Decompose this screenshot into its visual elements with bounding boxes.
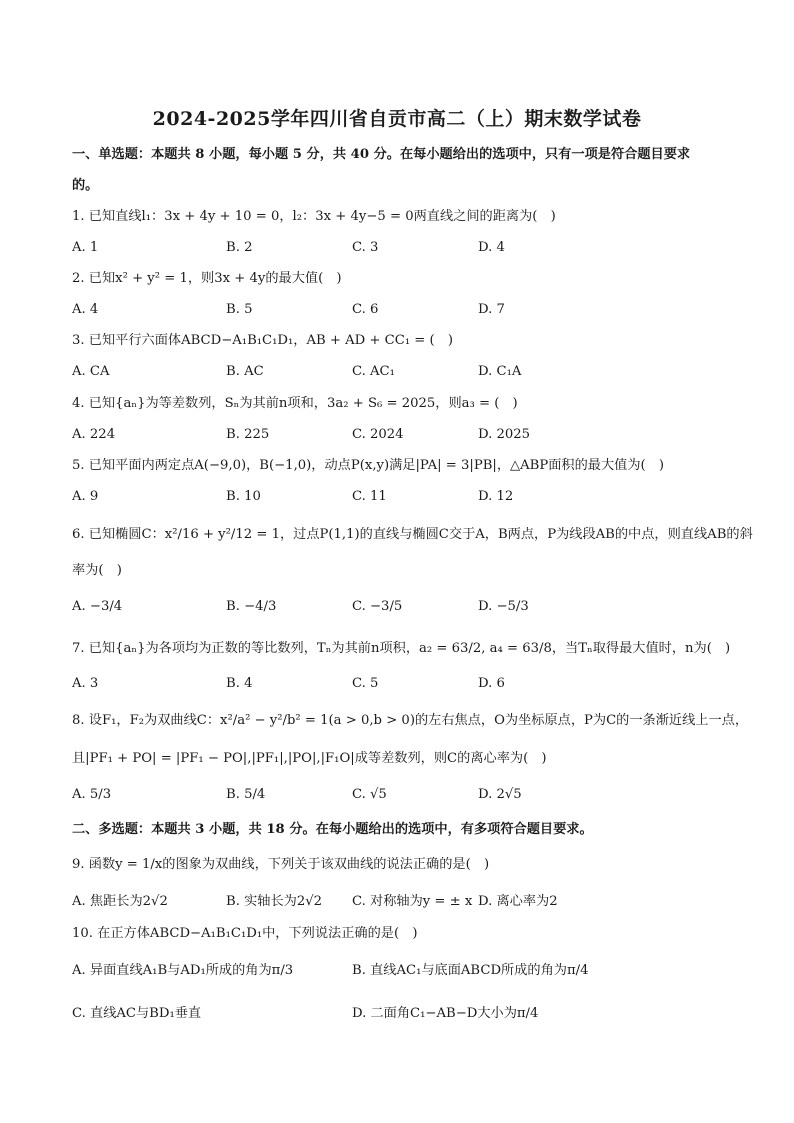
q2-option-a[interactable]: A. 4 xyxy=(72,302,99,317)
q7-option-a[interactable]: A. 3 xyxy=(72,676,99,691)
section-heading-cont: 的。 xyxy=(72,178,99,193)
q2-option-c[interactable]: C. 6 xyxy=(352,302,379,317)
question-3-stem: 3. 已知平行六面体ABCD−A₁B₁C₁D₁，AB + AD + CC₁ = ( ) xyxy=(72,333,454,348)
q8-option-d[interactable]: D. 2√5 xyxy=(478,787,522,802)
q3-option-d[interactable]: D. C₁A xyxy=(478,364,522,379)
q4-option-a[interactable]: A. 224 xyxy=(72,427,116,442)
question-8-stem-cont: 且|PF₁ + PO| = |PF₁ − PO|,|PF₁|,|PO|,|F₁O|成等差数列，则C的离心率为( ) xyxy=(72,751,547,766)
q8-option-c[interactable]: C. √5 xyxy=(352,787,387,802)
q10-option-d[interactable]: D. 二面角C₁−AB−D大小为π/4 xyxy=(352,1006,539,1021)
q1-option-b[interactable]: B. 2 xyxy=(226,240,253,255)
question-1-stem: 1. 已知直线l₁：3x + 4y + 10 = 0，l₂：3x + 4y−5 = 0两直线之间的距离为( ) xyxy=(72,209,556,224)
section-heading-multiple-choice: 二、多选题：本题共 3 小题，共 18 分。在每小题给出的选项中，有多项符合题目要求。 xyxy=(72,822,593,837)
page-title: 2024-2025学年四川省自贡市高二（上）期末数学试卷 xyxy=(152,108,642,130)
question-4-stem: 4. 已知{aₙ}为等差数列，Sₙ为其前n项和，3a₂ + S₆ = 2025，则a₃ = ( ) xyxy=(72,396,518,411)
q6-option-a[interactable]: A. −3/4 xyxy=(72,599,123,614)
question-5-stem: 5. 已知平面内两定点A(−9,0)，B(−1,0)，动点P(x,y)满足|PA| = 3|PB|，△ABP面积的最大值为( ) xyxy=(72,458,665,473)
q10-option-a[interactable]: A. 异面直线A₁B与AD₁所成的角为π/3 xyxy=(72,963,294,978)
q5-option-a[interactable]: A. 9 xyxy=(72,489,99,504)
q7-option-c[interactable]: C. 5 xyxy=(352,676,379,691)
q8-option-a[interactable]: A. 5/3 xyxy=(72,787,112,802)
question-6-stem: 6. 已知椭圆C：x²/16 + y²/12 = 1，过点P(1,1)的直线与椭圆C交于A，B两点，P为线段AB的中点，则直线AB的斜 xyxy=(72,527,753,542)
q10-option-b[interactable]: B. 直线AC₁与底面ABCD所成的角为π/4 xyxy=(352,963,589,978)
q9-option-c[interactable]: C. 对称轴为y = ± x xyxy=(352,894,473,909)
q1-option-d[interactable]: D. 4 xyxy=(478,240,505,255)
q9-option-b[interactable]: B. 实轴长为2√2 xyxy=(226,894,323,909)
question-10-stem: 10. 在正方体ABCD−A₁B₁C₁D₁中，下列说法正确的是( ) xyxy=(72,926,418,941)
q9-option-a[interactable]: A. 焦距长为2√2 xyxy=(72,894,168,909)
section-heading-single-choice: 一、单选题：本题共 8 小题，每小题 5 分，共 40 分。在每小题给出的选项中，只有一项是符合题目要求 xyxy=(72,147,691,162)
q5-option-c[interactable]: C. 11 xyxy=(352,489,387,504)
q2-option-b[interactable]: B. 5 xyxy=(226,302,253,317)
question-7-stem: 7. 已知{aₙ}为各项均为正数的等比数列，Tₙ为其前n项积，a₂ = 63/2, a₄ = 63/8，当Tₙ取得最大值时，n为( ) xyxy=(72,641,731,656)
question-6-stem-cont: 率为( ) xyxy=(72,563,122,578)
q1-option-a[interactable]: A. 1 xyxy=(72,240,99,255)
question-2-stem: 2. 已知x² + y² = 1，则3x + 4y的最大值( ) xyxy=(72,271,342,286)
q4-option-c[interactable]: C. 2024 xyxy=(352,427,404,442)
question-9-stem: 9. 函数y = 1/x的图象为双曲线，下列关于该双曲线的说法正确的是( ) xyxy=(72,857,490,872)
q4-option-d[interactable]: D. 2025 xyxy=(478,427,531,442)
q3-option-c[interactable]: C. AC₁ xyxy=(352,364,395,379)
q5-option-d[interactable]: D. 12 xyxy=(478,489,514,504)
q7-option-d[interactable]: D. 6 xyxy=(478,676,505,691)
q3-option-a[interactable]: A. CA xyxy=(72,364,110,379)
q5-option-b[interactable]: B. 10 xyxy=(226,489,261,504)
q2-option-d[interactable]: D. 7 xyxy=(478,302,505,317)
q6-option-c[interactable]: C. −3/5 xyxy=(352,599,403,614)
q10-option-c[interactable]: C. 直线AC与BD₁垂直 xyxy=(72,1006,202,1021)
q8-option-b[interactable]: B. 5/4 xyxy=(226,787,266,802)
q6-option-d[interactable]: D. −5/3 xyxy=(478,599,529,614)
q7-option-b[interactable]: B. 4 xyxy=(226,676,253,691)
question-8-stem: 8. 设F₁，F₂为双曲线C：x²/a² − y²/b² = 1(a > 0,b > 0)的左右焦点，O为坐标原点，P为C的一条渐近线上一点， xyxy=(72,713,749,728)
q6-option-b[interactable]: B. −4/3 xyxy=(226,599,277,614)
q4-option-b[interactable]: B. 225 xyxy=(226,427,270,442)
q3-option-b[interactable]: B. AC xyxy=(226,364,264,379)
q9-option-d[interactable]: D. 离心率为2 xyxy=(478,894,558,909)
q1-option-c[interactable]: C. 3 xyxy=(352,240,379,255)
